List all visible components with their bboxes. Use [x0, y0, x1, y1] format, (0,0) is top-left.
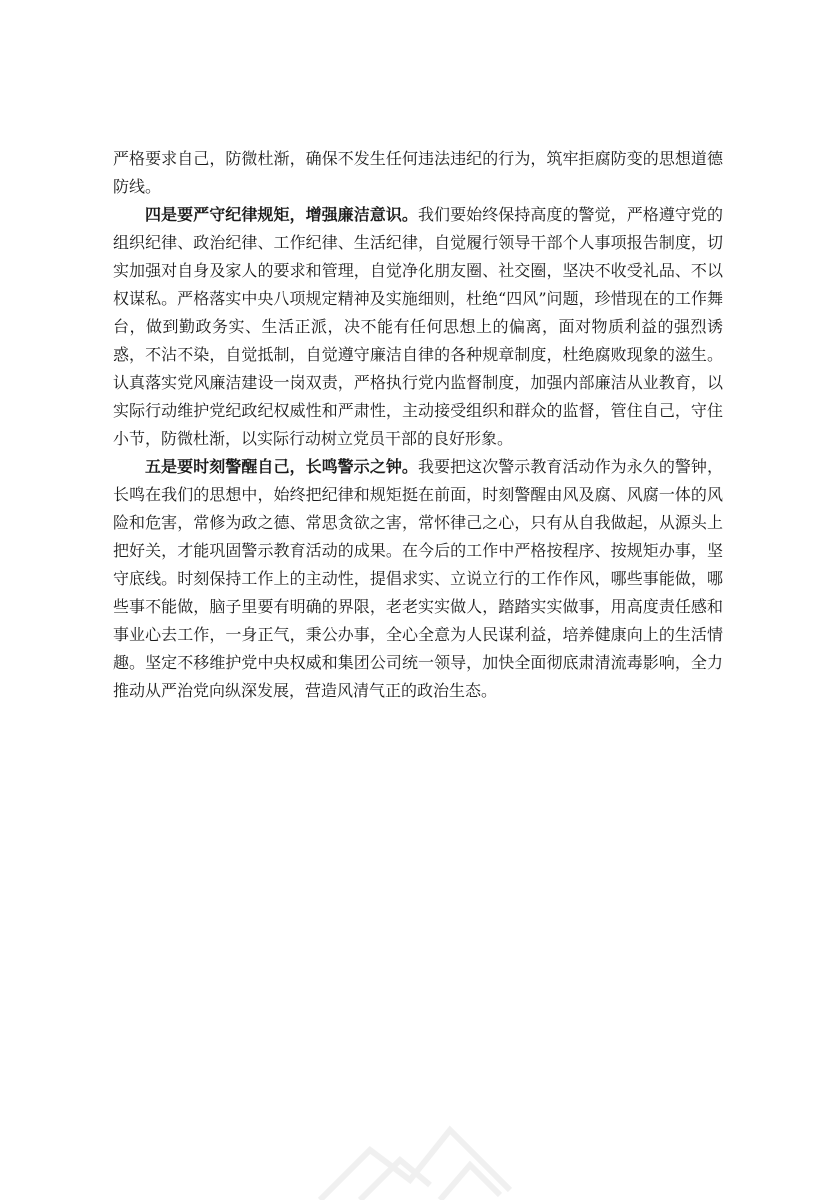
section-4-heading: 四是要严守纪律规矩，增强廉洁意识。: [145, 205, 418, 224]
section-5-body: 我要把这次警示教育活动作为永久的警钟，长鸣在我们的思想中，始终把纪律和规矩挺在前面，时刻警醒由风及腐、风腐一体的风险和危害，常修为政之德、常思贪欲之害，常怀律己之心，只有从自我做起，从源头上把好关，才能巩固警示教育活动的成果。在今后的工作中严格按程序、按规矩办事，坚守底线。时刻保持工作上的主动性，提倡求实、立说立行的工作作风，哪些事能做，哪些事不能做，脑子里要有明确的界限，老老实实做人，踏踏实实做事，用高度责任感和事业心去工作，一身正气，秉公办事，全心全意为人民谋利益，培养健康向上的生活情趣。坚定不移维护党中央权威和集团公司统一领导，加快全面彻底肃清流毒影响，全力推动从严治党向纵深发展，营造风清气正的政治生态。: [113, 457, 723, 700]
document-body: [113, 145, 723, 705]
watermark-icon: [300, 1090, 530, 1200]
paragraph-continuation-text: 严格要求自己，防微杜渐，确保不发生任何违法违纪的行为，筑牢拒腐防变的思想道德防线。: [113, 149, 723, 196]
section-5-heading: 五是要时刻警醒自己，长鸣警示之钟。: [145, 457, 418, 476]
section-4-body: 我们要始终保持高度的警觉，严格遵守党的组织纪律、政治纪律、工作纪律、生活纪律，自觉履行领导干部个人事项报告制度，切实加强对自身及家人的要求和管理，自觉净化朋友圈、社交圈，坚决不收受礼品、不以权谋私。严格落实中央八项规定精神及实施细则，杜绝“四风”问题，珍惜现在的工作舞台，做到勤政务实、生活正派，决不能有任何思想上的偏离，面对物质利益的强烈诱惑，不沾不染，自觉抵制，自觉遵守廉洁自律的各种规章制度，杜绝腐败现象的滋生。认真落实党风廉洁建设一岗双责，严格执行党内监督制度，加强内部廉洁从业教育，以实际行动维护党纪政纪权威性和严肃性，主动接受组织和群众的监督，管住自己，守住小节，防微杜渐，以实际行动树立党员干部的良好形象。: [113, 205, 723, 448]
paragraph-section-4: [113, 201, 723, 453]
paragraph-continuation: [113, 145, 723, 201]
paragraph-section-5: [113, 453, 723, 705]
